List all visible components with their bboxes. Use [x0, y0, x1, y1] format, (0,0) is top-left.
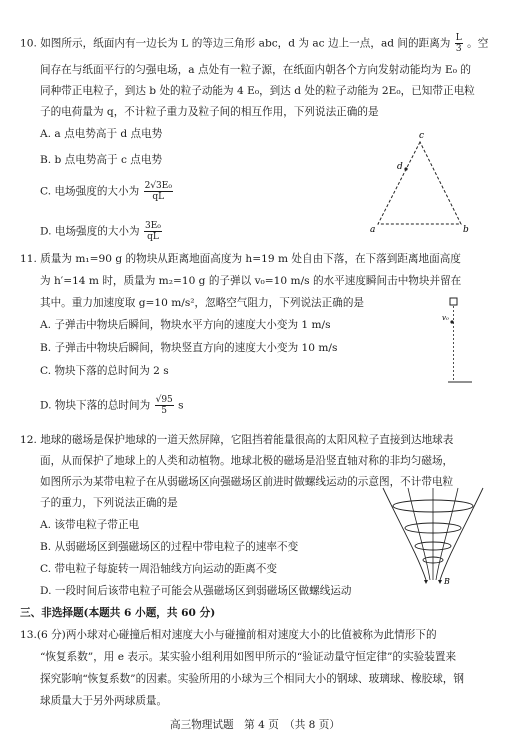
- fraction-option-d: $\frac{\text{3E₀}}{qL}$: [144, 221, 161, 242]
- q12-option-b: B. 从弱磁场区到强磁场区的过程中带电粒子的速率不变: [40, 541, 299, 553]
- triangle-abc: [378, 142, 461, 224]
- arrow-right: [438, 580, 442, 584]
- q10-option-d: D. 电场强度的大小为 $\frac{\text{3E₀}}{qL}$: [40, 221, 161, 242]
- label-d: d: [397, 162, 403, 172]
- q11-line3: 其中。重力加速度取 g=10 m/s²，忽略空气阻力，下列说法正确的是: [40, 297, 365, 309]
- q11-option-d: D. 物块下落的总时间为 $\frac{√95}{5}$ s: [40, 395, 184, 416]
- field-line-right-inner: [436, 488, 458, 580]
- q13-line1: 13.(6 分)两小球对心碰撞后相对速度大小与碰撞前相对速度大小的比值被称为此情形下的: [20, 629, 437, 641]
- q12-line3: 如图所示为某带电粒子在从弱磁场区向强磁场区前进时做螺线运动的示意图，不计带电粒: [40, 476, 454, 488]
- field-line-left-inner: [408, 488, 430, 580]
- q10-line3: 同种带正电粒子，到达 b 处的粒子动能为 4 E₀，到达 d 处的粒子动能为 2E₀，已知带正电粒: [40, 85, 475, 97]
- q13-line3: 探究影响“恢复系数”的因素。实验所用的小球为三个相同大小的钢球、玻璃球、橡胶球，钢: [40, 673, 464, 685]
- label-c: c: [419, 131, 425, 141]
- bullet: [450, 320, 453, 323]
- q10-option-a: A. a 点电势高于 d 点电势: [40, 128, 163, 140]
- block: [450, 298, 457, 305]
- magnetic-spiral-figure: [378, 484, 488, 584]
- q11-option-c: C. 物块下落的总时间为 2 s: [40, 365, 169, 377]
- q11-line2: 为 h′=14 m 时，质量为 m₂=10 g 的子弹以 v₀=10 m/s 的水平速度瞬间击中物块并留在: [40, 275, 462, 287]
- label-a: a: [370, 225, 376, 235]
- section-3-heading: 三、非选择题(本题共 6 小题，共 60 分): [20, 607, 216, 619]
- q11-option-a: A. 子弹击中物块后瞬间，物块水平方向的速度大小变为 1 m/s: [40, 319, 331, 331]
- q12-line1: 12. 地球的磁场是保护地球的一道天然屏障，它阻挡着能量很高的太阳风粒子直接到达地球表: [20, 434, 454, 446]
- q13-line4: 球质量大于另外两球质量。: [40, 695, 168, 707]
- q12-option-c: C. 带电粒子每旋转一周沿轴线方向运动的距离不变: [40, 563, 277, 575]
- fraction-l-over-3: $\frac{L}{3}$: [455, 33, 462, 54]
- q10-option-b: B. b 点电势高于 c 点电势: [40, 154, 163, 166]
- q11-option-b: B. 子弹击中物块后瞬间，物块竖直方向的速度大小变为 10 m/s: [40, 342, 338, 354]
- triangle-figure: [370, 128, 469, 238]
- q10-line4: 子的电荷量为 q，不计粒子重力及粒子间的相互作用，下列说法正确的是: [40, 106, 379, 118]
- q10-option-c: C. 电场强度的大小为 $\frac{\text{2√3E₀}}{qL}$: [40, 181, 172, 202]
- label-b: b: [463, 225, 469, 235]
- label-b-field: B: [444, 577, 450, 586]
- label-v0: v₀: [442, 314, 449, 322]
- falling-block-figure: [440, 292, 480, 392]
- q12-line2: 面，从而保护了地球上的人类和动植物。地球北极的磁场是沿竖直轴对称的非均匀磁场，: [40, 455, 454, 467]
- fraction-option-c: $\frac{\text{2√3E₀}}{qL}$: [144, 181, 172, 202]
- fraction-option-d: $\frac{√95}{5}$: [155, 395, 173, 416]
- page-footer: 高三物理试题 第 4 页 （共 8 页）: [170, 719, 340, 731]
- arrow-left: [424, 580, 428, 584]
- q13-line2: “恢复系数”，用 e 表示。某实验小组利用如图甲所示的“验证动量守恒定律”的实验装置来: [40, 651, 457, 663]
- q12-line4: 子的重力，下列说法正确的是: [40, 497, 178, 509]
- q11-line1: 11. 质量为 m₁=90 g 的物块从距离地面高度为 h=19 m 处自由下落，在下落到距离地面高度: [20, 253, 461, 265]
- q12-option-a: A. 该带电粒子带正电: [40, 519, 140, 531]
- q10-line2: 间存在与纸面平行的匀强电场，a 点处有一粒子源，在纸面内朝各个方向发射动能均为 E₀ 的: [40, 64, 471, 76]
- q10-line1: 10. 如图所示，纸面内有一边长为 L 的等边三角形 abc，d 为 ac 边上一点，ad 间的距离为 $\frac{L}{3}$ 。空: [20, 33, 489, 54]
- point-d: [404, 167, 407, 170]
- q12-option-d: D. 一段时间后该带电粒子可能会从强磁场区到弱磁场区做螺线运动: [40, 585, 352, 597]
